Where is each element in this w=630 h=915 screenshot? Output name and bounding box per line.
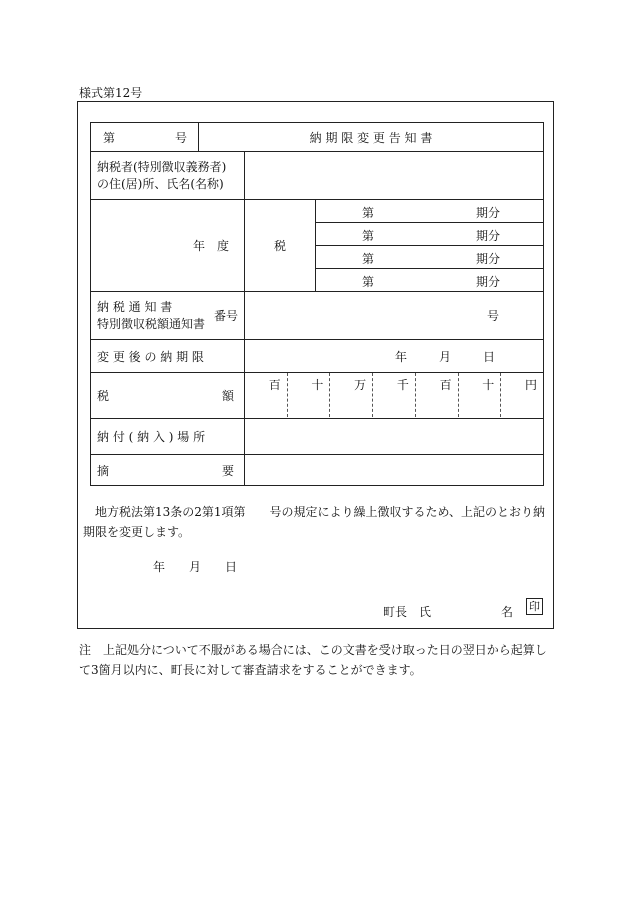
number-cell: 第 号 xyxy=(91,123,199,152)
fiscal-year-label: 年 度 xyxy=(91,200,245,292)
payment-place-value xyxy=(245,419,544,455)
amount-digit: 百 xyxy=(416,373,459,417)
period-list xyxy=(316,200,544,292)
amount-digit: 十 xyxy=(459,373,502,417)
period-row: 第 期分 xyxy=(362,229,501,243)
period-row: 第 期分 xyxy=(362,206,501,220)
new-due-label: 変 更 後 の 納 期 限 xyxy=(91,340,245,373)
tax-label: 税 xyxy=(245,200,316,292)
form-number: 様式第12号 xyxy=(79,86,143,100)
period-row: 第 期分 xyxy=(362,252,501,266)
document-title: 納 期 限 変 更 告 知 書 xyxy=(199,123,544,152)
amount-digit: 百 xyxy=(245,373,288,417)
amount-digit: 千 xyxy=(373,373,416,417)
taxpayer-value xyxy=(245,152,544,200)
notice-table xyxy=(90,122,544,486)
date-line: 年 月 日 xyxy=(153,560,238,574)
seal-mark: 印 xyxy=(526,598,543,615)
amount-digit: 円 xyxy=(525,378,538,392)
summary-value xyxy=(245,455,544,486)
period-row: 第 期分 xyxy=(362,275,501,289)
payment-place-label: 納 付 ( 納 入 ) 場 所 xyxy=(91,419,245,455)
body-text: 地方税法第13条の2第1項第 号の規定により繰上徴収するため、上記のとおり納期限を変更します。 xyxy=(83,505,546,539)
new-due-value: 年 月 日 xyxy=(245,340,544,373)
notice-label: 納 税 通 知 書 特別徴収税額通知書 番号 xyxy=(91,292,245,340)
amount-digit: 十 xyxy=(288,373,331,417)
note-text: 注 上記処分について不服がある場合には、この文書を受け取った日の翌日から起算して3箇月以内に、町長に対して審査請求をすることができます。 xyxy=(79,643,547,677)
amount-value xyxy=(245,373,544,419)
notice-number-value: 号 xyxy=(245,292,544,340)
amount-digit: 万 xyxy=(330,373,373,417)
amount-label: 税 額 xyxy=(91,373,245,419)
taxpayer-label: 納税者(特別徴収義務者) の住(居)所、氏名(名称) xyxy=(91,152,245,200)
summary-label: 摘 要 xyxy=(91,455,245,486)
signature-line: 町長 氏 名 xyxy=(383,605,514,619)
